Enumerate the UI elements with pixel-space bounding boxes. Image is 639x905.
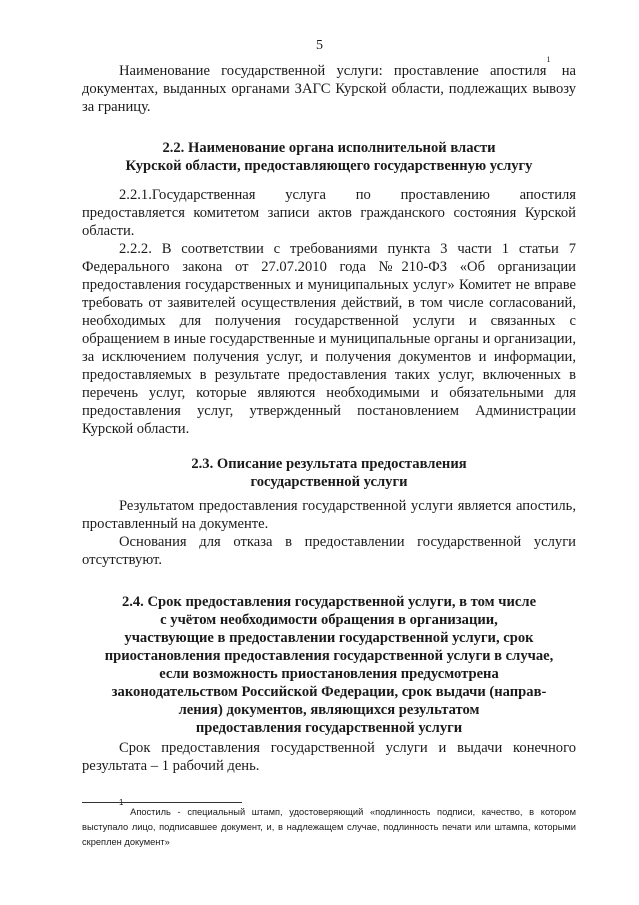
heading-2-4-line-6: законодательством Российской Федерации, срок выдачи (направ- xyxy=(111,684,547,700)
intro-paragraph xyxy=(82,55,576,116)
paragraph-2-3-result: Результатом предоставления государственной услуги является апостиль, проставленный на документе. xyxy=(82,498,576,532)
footnote-reference: 1 xyxy=(546,55,551,64)
footnote xyxy=(82,798,576,850)
heading-2-4-line-7: ления) документов, являющихся результатом xyxy=(178,702,480,718)
heading-2-4-line-1: 2.4. Срок предоставления государственной услуги, в том числе xyxy=(121,594,537,610)
intro-text: Наименование государственной услуги: проставление апостиля xyxy=(119,63,547,79)
heading-2-3-line-2: государственной услуги xyxy=(250,474,408,490)
intro-text-continued: на документах, выданных органами ЗАГС Курской области, подлежащих вывозу за границу. xyxy=(82,63,576,115)
paragraph-2-3-refusal: Основания для отказа в предоставлении государственной услуги отсутствуют. xyxy=(82,534,576,568)
section-2-3-body xyxy=(82,497,576,569)
heading-2-3-line-1: 2.3. Описание результата предоставления xyxy=(191,456,467,472)
heading-2-4-line-8: предоставления государственной услуги xyxy=(195,720,463,736)
paragraph-2-2-1: 2.2.1.Государственная услуга по проставлению апостиля предоставляется комитетом записи актов гражданского состояния Курской области. xyxy=(82,187,576,239)
footnote-marker: 1 xyxy=(119,798,124,807)
heading-2-4-line-4: приостановления предоставления государственной услуги в случае, xyxy=(104,648,554,664)
heading-2-2 xyxy=(82,139,576,175)
intro-block xyxy=(82,55,576,116)
footnote-separator xyxy=(82,802,242,803)
heading-2-4-line-5: если возможность приостановления предусмотрена xyxy=(159,666,499,682)
section-2-2-body xyxy=(82,186,576,438)
paragraph-2-2-2: 2.2.2. В соответствии с требованиями пункта 3 части 1 статьи 7 Федерального закона от 27.07.2010 года №210-ФЗ «Об организации предоставления государственных и муниципальных услуг» Комитет не вправе требовать от заявителей осуществления действий, в том числе согласований, необходимых для получения государственной услуги и связанных с обращением в иные государственные и муниципальные органы и организации, за исключением получения услуг, и получения документов и информации, предоставляемых в результате предоставления таких услуг, включенных в перечень услуг, которые являются необходимыми и обязательными для предоставления услуг, утвержденный постановлением Администрации Курской области. xyxy=(82,241,576,437)
heading-2-4-line-2: с учётом необходимости обращения в организации, xyxy=(160,612,498,628)
page-number: 5 xyxy=(316,38,323,53)
heading-2-3 xyxy=(82,455,576,491)
section-2-4-body xyxy=(82,739,576,775)
paragraph-2-4-term: Срок предоставления государственной услуги и выдачи конечного результата – 1 рабочий день. xyxy=(82,740,576,774)
heading-2-4 xyxy=(82,593,576,737)
heading-2-2-line-1: 2.2. Наименование органа исполнительной власти xyxy=(162,140,496,156)
heading-2-4-line-3: участвующие в предоставлении государственной услуги, срок xyxy=(124,630,534,646)
heading-2-2-line-2: Курской области, предоставляющего государственную услугу xyxy=(125,158,533,174)
footnote-text: Апостиль - специальный штамп, удостоверяющий «подлинность подписи, качество, в котором выступало лицо, подписавшее документ, и, в надлежащем случае, подлинность печати или штампа, которыми скреплен документ» xyxy=(82,807,576,847)
